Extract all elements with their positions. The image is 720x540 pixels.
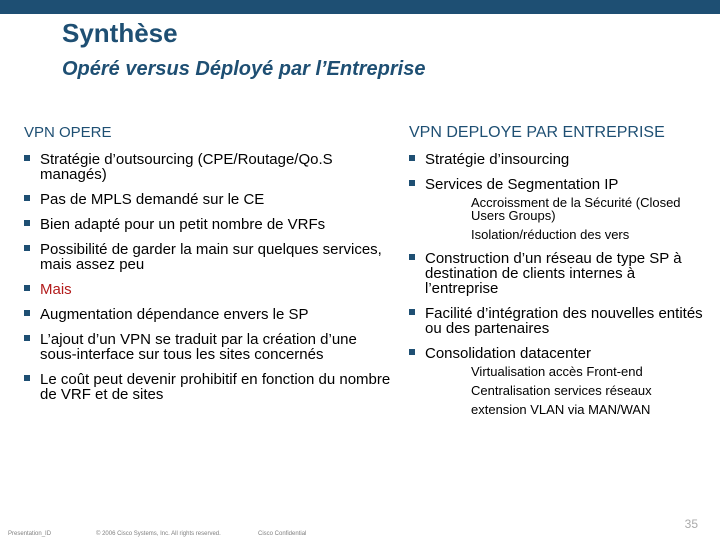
list-item: [24, 332, 394, 362]
left-bullet-list: [24, 152, 394, 402]
square-bullet-icon: [24, 220, 30, 226]
sub-list: [471, 196, 709, 241]
list-item: [24, 217, 394, 232]
footer: [0, 526, 720, 540]
list-item: [409, 306, 709, 336]
list-item-text: Possibilité de garder la main sur quelques services, mais assez peu: [40, 241, 382, 273]
list-item-text: Bien adapté pour un petit nombre de VRFs: [40, 216, 326, 233]
list-item-text: Services de Segmentation IP: [425, 176, 619, 193]
list-item-text: Pas de MPLS demandé sur le CE: [40, 191, 265, 208]
sub-list-item: Accroissment de la Sécurité (Closed Users Groups): [471, 195, 681, 223]
list-item: [24, 282, 394, 297]
square-bullet-icon: [409, 180, 415, 186]
list-item-text: Facilité d’intégration des nouvelles entités ou des partenaires: [425, 305, 703, 337]
list-item-text: Le coût peut devenir prohibitif en fonction du nombre de VRF et de sites: [40, 371, 391, 403]
left-column-heading: VPN OPERE: [24, 124, 112, 141]
right-column: [409, 124, 709, 426]
list-item: [24, 242, 394, 272]
sub-list-item: Virtualisation accès Front-end: [471, 364, 643, 379]
list-item-text: Consolidation datacenter: [425, 345, 591, 362]
square-bullet-icon: [409, 309, 415, 315]
square-bullet-icon: [409, 155, 415, 161]
right-column-heading: VPN DEPLOYE PAR ENTREPRISE: [409, 124, 665, 141]
list-item: [409, 346, 709, 416]
list-item-text: L’ajout d’un VPN se traduit par la création d’une sous-interface sur tous les sites concernés: [40, 331, 357, 363]
list-item: [24, 192, 394, 207]
square-bullet-icon: [24, 310, 30, 316]
sub-list-item: extension VLAN via MAN/WAN: [471, 402, 651, 417]
slide-title: Synthèse: [62, 18, 178, 48]
square-bullet-icon: [409, 254, 415, 260]
left-column: [24, 124, 394, 412]
page-number: 35: [684, 517, 698, 531]
list-item-text: Augmentation dépendance envers le SP: [40, 306, 309, 323]
slide-subtitle: Opéré versus Déployé par l’Entreprise: [62, 58, 426, 80]
list-item-text: Construction d’un réseau de type SP à destination de clients internes à l’entreprise: [425, 250, 682, 297]
square-bullet-icon: [24, 195, 30, 201]
list-item: [24, 372, 394, 402]
square-bullet-icon: [24, 155, 30, 161]
square-bullet-icon: [409, 349, 415, 355]
sub-list-item: Isolation/réduction des vers: [471, 227, 630, 242]
list-item: [409, 177, 709, 241]
presentation-id: Presentation_ID: [8, 531, 52, 537]
square-bullet-icon: [24, 375, 30, 381]
confidential-label: Cisco Confidential: [258, 531, 307, 537]
list-item: [24, 152, 394, 182]
list-item: [409, 152, 709, 167]
top-banner: [0, 0, 720, 14]
title-block: [62, 17, 710, 83]
square-bullet-icon: [24, 285, 30, 291]
square-bullet-icon: [24, 335, 30, 341]
list-item-text: Stratégie d’outsourcing (CPE/Routage/Qo.S managés): [40, 151, 333, 183]
list-item: [24, 307, 394, 322]
list-item-text: Mais: [40, 281, 72, 298]
right-bullet-list: [409, 152, 709, 416]
list-item: [409, 251, 709, 296]
square-bullet-icon: [24, 245, 30, 251]
sub-list: [471, 365, 709, 416]
copyright-text: © 2006 Cisco Systems, Inc. All rights reserved.: [96, 531, 221, 537]
list-item-text: Stratégie d’insourcing: [425, 151, 570, 168]
sub-list-item: Centralisation services réseaux: [471, 383, 652, 398]
